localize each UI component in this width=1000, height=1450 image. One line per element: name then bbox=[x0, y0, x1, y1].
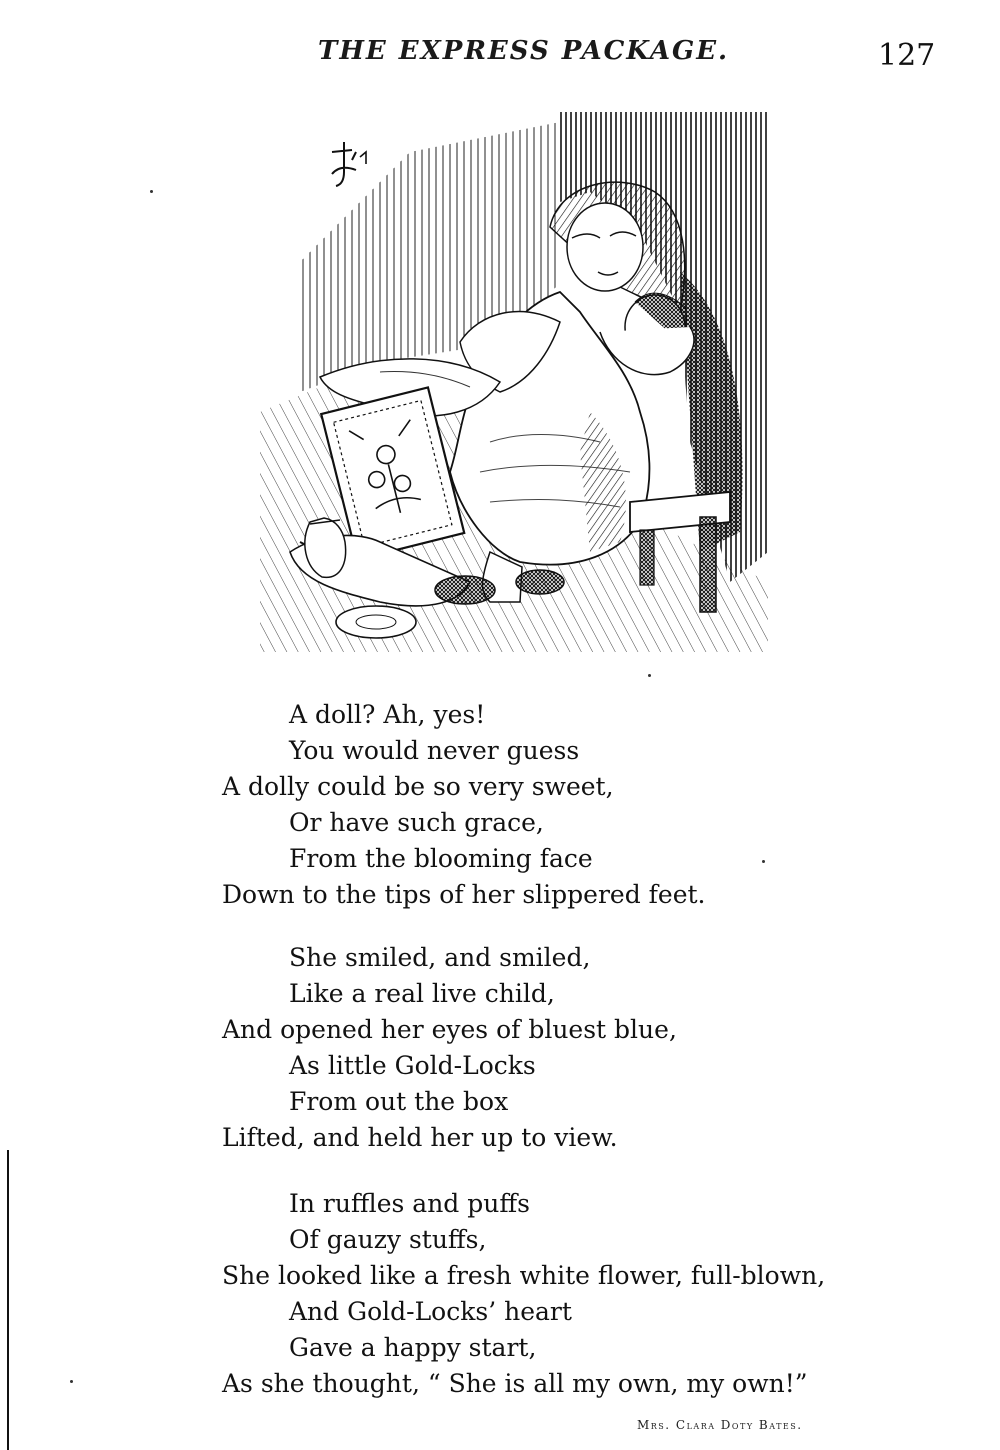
stanza-2 bbox=[222, 940, 677, 1156]
poem-line: In ruffles and puffs bbox=[289, 1189, 530, 1218]
poem-line: From out the box bbox=[289, 1087, 509, 1116]
poem-line: Like a real live child, bbox=[289, 979, 555, 1008]
poem-line: She smiled, and smiled, bbox=[289, 943, 591, 972]
stanza-3 bbox=[222, 1186, 825, 1402]
poem-line: She looked like a fresh white flower, full-blown, bbox=[222, 1261, 826, 1290]
poem-line: Down to the tips of her slippered feet. bbox=[222, 880, 706, 909]
poem-line: And Gold-Locks’ heart bbox=[289, 1297, 572, 1326]
poem-line: A doll? Ah, yes! bbox=[289, 700, 486, 729]
poem-line: You would never guess bbox=[289, 736, 580, 765]
print-speck bbox=[150, 190, 153, 193]
poem-line: From the blooming face bbox=[289, 844, 593, 873]
poem-line: Of gauzy stuffs, bbox=[289, 1225, 487, 1254]
stanza-1 bbox=[222, 697, 706, 913]
print-speck bbox=[648, 674, 651, 677]
poem-line: Lifted, and held her up to view. bbox=[222, 1123, 618, 1152]
margin-rule bbox=[7, 1150, 9, 1450]
print-speck bbox=[762, 860, 765, 863]
poem-line: A dolly could be so very sweet, bbox=[222, 772, 614, 801]
poem-line: Gave a happy start, bbox=[289, 1333, 537, 1362]
engraving-illustration bbox=[260, 112, 768, 652]
poem-line: Or have such grace, bbox=[289, 808, 544, 837]
page-number: 127 bbox=[878, 38, 936, 73]
poem-line: As she thought, “ She is all my own, my own!” bbox=[222, 1369, 808, 1398]
author-attribution: Mrs. Clara Doty Bates. bbox=[637, 1418, 803, 1432]
poem-line: As little Gold-Locks bbox=[289, 1051, 536, 1080]
running-title: THE EXPRESS PACKAGE. bbox=[318, 36, 730, 66]
poem-line: And opened her eyes of bluest blue, bbox=[222, 1015, 677, 1044]
monogram-icon bbox=[332, 142, 366, 186]
print-speck bbox=[70, 1380, 73, 1383]
